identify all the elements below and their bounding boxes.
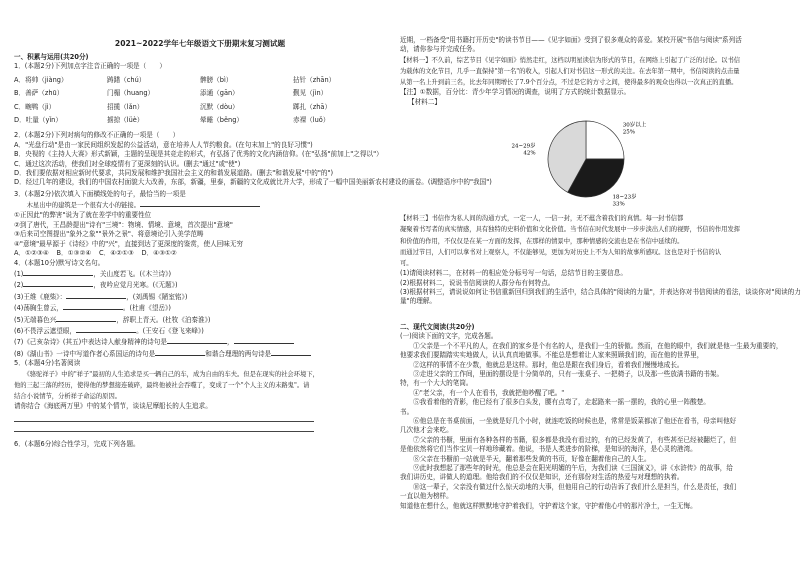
question-4-stem: 4．(本题10分)默写诗文名句。 <box>14 258 105 267</box>
item-number: (2) <box>14 281 24 290</box>
option-text: D．吐量（yǐn） <box>14 116 62 125</box>
answer-blank[interactable] <box>76 325 136 333</box>
task-line: (1)请阅读材料二，在材料一的相应处分标号写一句话，总结节目的主要信息。 <box>400 269 627 278</box>
item-number: (6) <box>14 326 24 335</box>
option-text: B．①③②④ <box>56 249 92 258</box>
right-column <box>400 0 801 562</box>
recite-line-2 <box>14 279 386 290</box>
question-2-line: A．"光盘行动"是由一家民间组织发起的公益活动，意在培养人人节约粮食。(在句末加上"的良好习惯") <box>14 140 313 149</box>
passage-line: 几次他才会来吃。 <box>400 426 453 435</box>
poem-text: ，辞职上青天。(杜牧《泊秦淮》) <box>116 315 211 324</box>
question-5-body: 《骆驼祥子》中的"祥子"最初的人生追求是买一辆自己的车，成为自由的车夫。但是在现实的社会环境下， <box>14 370 319 378</box>
poem-text: 荡胸生曾云， <box>23 304 63 313</box>
pie-value-label: 33% <box>612 201 625 208</box>
passage-line: ⑨此时我想起了那些年的时光，他总是会在阳光明媚的午后，为我们读《三国演义》，讲《水浒传》的故事，给 <box>400 463 733 472</box>
passage-intro: (一)阅读下面的文字，完成各题。 <box>400 332 498 341</box>
recite-line-3 <box>14 291 386 302</box>
item-number: (7)《己亥杂诗》(其五) <box>14 338 82 347</box>
option-text: 踯扎（zhā） <box>293 102 332 111</box>
passage-line: 一直以他为榜样。 <box>400 492 453 501</box>
answer-blank[interactable] <box>167 336 227 344</box>
option-text: 招揽（lǎn） <box>107 102 144 111</box>
material-3-line: 而通过节目，人们可以拿书对上观察人，不仅能够见，更加为对历史上不为人知的故事所感叹。这也是对于书信的认 <box>400 248 722 256</box>
poem-text: 和谐合理理的两句诗是 <box>205 349 272 358</box>
poem-text: 不畏浮云遮望眼， <box>23 326 77 335</box>
answer-blank[interactable] <box>234 336 294 344</box>
material-3-line: 【材料三】书信作为私人间的沟通方式，一定一人，一信一封，无不蕴含着我们的真情。每一封书信都 <box>400 215 684 223</box>
pie-category-label: 24~29岁 <box>511 143 536 150</box>
question-5-body: 他的三起三落的经历，使得他的梦想接连破碎，最终他被社会吞噬了，变成了一个"个人主义的末路鬼"。请 <box>14 381 310 389</box>
question-2-line: D．经过几年的建设，我们的中国农村面貌大大改善，东部，新疆，里泰，新疆的文化成就比并大学，形成了一幅中国美丽新农村建设的画卷。(调整语序中的"我国") <box>14 178 492 187</box>
option-text: 赤裸（luǒ） <box>293 116 330 125</box>
material-1-line: 【材料一】不久前，综艺节目《见字如面》悄然走红，这档以明星读信为形式的节目，在网络上引起了广泛的讨论。以书信 <box>400 56 741 64</box>
option-row-c <box>14 103 386 112</box>
section-heading: 一、积累与运用(共20分) <box>14 53 89 61</box>
answer-blank[interactable] <box>63 302 123 310</box>
chart-area <box>511 114 661 208</box>
answer-line[interactable] <box>14 423 314 432</box>
option-row-a <box>14 76 386 85</box>
option-row-b <box>14 89 386 98</box>
pie-value-label: 25% <box>622 129 636 136</box>
passage-line: ①父亲是一个不平凡的人，在我们的家乡是个有名的人，是我们一生的骄傲。然而，在他的眼中，我们就是他一生最为重要的， <box>400 341 783 350</box>
passage-line: ⑧父亲在书橱前一站就是半天，翻着那些发黄的书页，好像在翻着他自己的人生。 <box>400 454 651 463</box>
passage-line: ⑥他总是在书桌前面，一坐就是好几个小时，就连吃饭的时候也是，常常是饭菜都凉了他还在看书，母亲叫他好 <box>400 416 737 425</box>
task-line: 量"的理解。 <box>400 297 437 306</box>
passage-line: 是他依然将它们当作宝贝一样地珍藏着。他说，书是人类进步的阶梯，是知识的海洋，是心灵的港湾。 <box>400 445 697 454</box>
pie-value-label: 42% <box>523 150 536 157</box>
pie-category-label: 18~23岁 <box>612 194 637 201</box>
passage-line: 我们讲历史，讲做人的道理。他给我们的不仅仅是知识，还有那份对生活的热爱与对理想的执着。 <box>400 473 684 482</box>
option-row-d <box>14 116 386 125</box>
poem-text: 。(王安石《登飞来峰》) <box>136 326 204 335</box>
pie-slice <box>586 121 624 159</box>
passage-line: 特，有一个大大的笔筒。 <box>400 379 473 388</box>
answer-blank[interactable] <box>66 291 126 299</box>
option-text: 拈针（zhān） <box>293 75 336 84</box>
pie-svg <box>511 114 661 208</box>
question-3-item: ③后来司空图提出"象外之象""景外之景"、将意境论引入美学范畴 <box>14 230 204 239</box>
pie-chart <box>400 113 772 208</box>
passage-text: 木星出中的建筑是一个很有大小的链接。 <box>14 202 140 210</box>
question-3-item: ①正因此"的弊害"说为了就在差学中的重要性位 <box>14 211 152 220</box>
question-3-stem: 3．(本题2分)依次填入下面横线处的句子，最恰当的一项是 <box>14 189 186 198</box>
option-text: 添通（gān） <box>200 89 239 98</box>
answer-blank[interactable] <box>271 348 311 356</box>
question-2-stem: 2．(本题2分)下列对病句的修改不正确的一项是（ ） <box>14 131 180 140</box>
recite-line-8 <box>14 348 386 359</box>
answer-blank[interactable] <box>23 268 93 276</box>
material-1-note: 【注】①数据，百分比：青少年学习情况的调查，说明了方式的统计数据显示。 <box>400 88 631 97</box>
poem-text: 无端暮色兴 <box>23 315 57 324</box>
question-3-text <box>14 199 386 211</box>
option-text: 晕睡（běng） <box>200 116 243 125</box>
option-text: 踌躇（chú） <box>107 75 146 84</box>
option-text: C．畹鸭（jì） <box>14 102 56 111</box>
option-text: A．①②③④ <box>14 249 49 258</box>
question-3-options <box>14 249 184 258</box>
recite-line-1 <box>14 268 386 279</box>
passage-line: ④"老父亲，有一个人在看书，我就把他吵醒了吧。" <box>400 388 565 397</box>
poem-text: 王维《鹿柴》： <box>23 292 67 301</box>
option-text: 门楣（huang） <box>107 89 155 98</box>
question-2-line: D．我们要依据对相应新时代要求，共同发展和维护我国社会主义的和谐发展道路。(删去"和谐发展"中的"的") <box>14 169 334 178</box>
passage-line: 书。 <box>400 407 414 416</box>
poem-text: (8)《湖山书》一诗中写道作者心系国运的诗句是 <box>14 349 156 358</box>
passage-line: ⑩这一辈子，父亲没有做过什么惊天动地的大事，但他用自己的行动告诉了我们什么是担当，什么是责任，我们 <box>400 482 737 491</box>
material-1-line: 为载体的文化节目，几乎一直保持"第一名"的收入，引起人们对书信这一形式的关注。在去年第一期中，书信阅读的点击量 <box>400 68 740 76</box>
question-5-stem: 5．(本题4分)名著阅读 <box>14 359 81 368</box>
question-3-item: ④"意境"最早源于《诗经》中的"兴"，直接到达了更深度的鉴赏，使人回味无穷 <box>14 239 244 248</box>
passage <box>400 341 783 511</box>
answer-blank[interactable] <box>155 348 205 356</box>
intro-line: 动，请你参与并完成任务。 <box>400 45 480 54</box>
task-line: (3)根据材料三，请说说如何让书信重新回归到我们的生活中，结合具体的"阅读的力量"，并表达你对书信阅读的看法，谈谈你对"阅读的力 <box>400 288 801 297</box>
page-title: 2021~2022学年七年级语文下册期末复习测试题 <box>114 39 286 48</box>
option-text: 掳掠（lüè） <box>107 116 144 125</box>
poem-text: ，关山度若飞。(《木兰诗》) <box>93 269 172 278</box>
recite-line-7: (7)《己亥杂诗》(其五)中表达诗人献身精神的诗句是 ， <box>14 336 386 347</box>
answer-blank[interactable] <box>56 314 116 322</box>
section-heading: 二、现代文阅读(共20分) <box>400 322 475 331</box>
option-text: 觐见（jìn） <box>293 89 328 98</box>
question-1-options <box>14 76 386 126</box>
poem-text: 。(杜甫《望岳》) <box>122 304 171 313</box>
passage-line: ⑤我看着他的背影，他已经有了很多白头发，腰有点弯了，走起路来一摇一摆的，我的心里一阵酸楚。 <box>400 398 710 407</box>
passage-line: 他要求我们要踏踏实实地做人，认认真真地做事。不能总是想着让人家来照顾我们的，而在他的世界里， <box>400 351 704 360</box>
question-2-line: C．通过这次活动，使我们对全球疫情有了更深刻的认识。(删去"通过"或"使") <box>14 159 241 168</box>
poem-text: ，夜吟应觉月光寒。(《无题》) <box>93 281 178 290</box>
option-text: 沉默（dòu） <box>200 102 239 111</box>
intro-line: 近期，一档备受"用书籍打开历史"的读书节目——《见字如面》受到了很多观众的喜爱。某校开展"书信与阅读"系列活 <box>400 36 742 44</box>
passage-line: ②这样的事情不在少数，他就总是这样。那时，他总是跟在我们身后，看着我们慢慢地成长。 <box>400 360 684 369</box>
question-2-line: B．央视的《主持人大赛》形式新颖，主题的呈现是其竞走的形式，有弘扬了优秀的文化内涵信仰。(在"弘扬"前加上"之得以"） <box>14 150 383 159</box>
option-text: B．善萨（zhū） <box>14 89 64 98</box>
answer-blank[interactable] <box>23 279 93 287</box>
passage-line: ③走进父亲的工作间，里面的摆设是十分简单的，只有一张桌子、一把椅子，以及那一些放满书籍的书架。 <box>400 369 724 378</box>
item-number: (1) <box>14 269 24 278</box>
pie-category-label: 30岁以上 <box>622 122 647 129</box>
passage-line: ⑦父亲的书橱，里面有各种各样的书籍，很多都是我没有看过的，有的已经发黄了，有些甚至已经被翻烂了，但 <box>400 435 737 444</box>
question-3-item: ②到了唐代，王昌龄提出"诗有"三境"：物境、情境、意境，首次提出"意境" <box>14 220 233 229</box>
task-line: (2)根据材料二，说说书信阅读的人群分布有何特点。 <box>400 278 555 287</box>
item-number: (5) <box>14 315 24 324</box>
question-5-task: 请你结合《海底两万里》中的某个情节，谈谈尼摩船长的人生追求。 <box>14 402 212 411</box>
recite-line-4 <box>14 302 386 313</box>
option-text: 髀膀（bì） <box>200 75 233 84</box>
material-3-line: 凝聚着书写者的真实情感，具有独特的史料价值和文化价值。当书信在时代发展中一步步淡出人们的视野，书信的作用发挥 <box>400 226 741 234</box>
recite-line-6 <box>14 325 386 336</box>
poem-text: 中表达诗人献身精神的诗句是 <box>81 338 167 347</box>
item-number: (3) <box>14 292 24 301</box>
question-6-stem: 6．(本题6分)综合性学习，完成下列各题。 <box>14 439 140 448</box>
question-1-stem: 1．(本题2分)下列加点字注音正确的一项是（ ） <box>14 62 167 71</box>
answer-blank[interactable] <box>140 199 260 207</box>
recite-line-5 <box>14 314 386 325</box>
material-3-line: 和价值的作用，不仅仅是在某一方面的发挥，在那样的情景中，那种情感的交流也是在书信中延续的。 <box>400 237 684 245</box>
top-spacer <box>400 0 772 36</box>
option-text: C．④②①③ <box>99 249 134 258</box>
option-text: A．将帅（jiàng） <box>14 75 68 84</box>
option-text: D．④③①② <box>141 249 177 258</box>
material-3-line: 可。 <box>400 260 413 268</box>
material-1-line: 从第一名上升到前三名，比去年同期增长了7.9个百分点，不过是它的方寸之间，使得最多的观众也得以一次真正的直播。 <box>400 79 738 87</box>
question-5-body: 结合小说情节，分析祥子命运的原因。 <box>14 392 122 400</box>
passage-line: 知道他在想什么，他就这样默默地守护着我们，守护着这个家，守护着他心中的那片净土，一生无悔。 <box>400 501 697 510</box>
poem-text: ，(刘禹锡《陋室铭》) <box>126 292 188 301</box>
item-number: (4) <box>14 304 24 313</box>
material-2-title: 【材料二】 <box>408 97 441 106</box>
answer-line[interactable] <box>14 413 314 422</box>
